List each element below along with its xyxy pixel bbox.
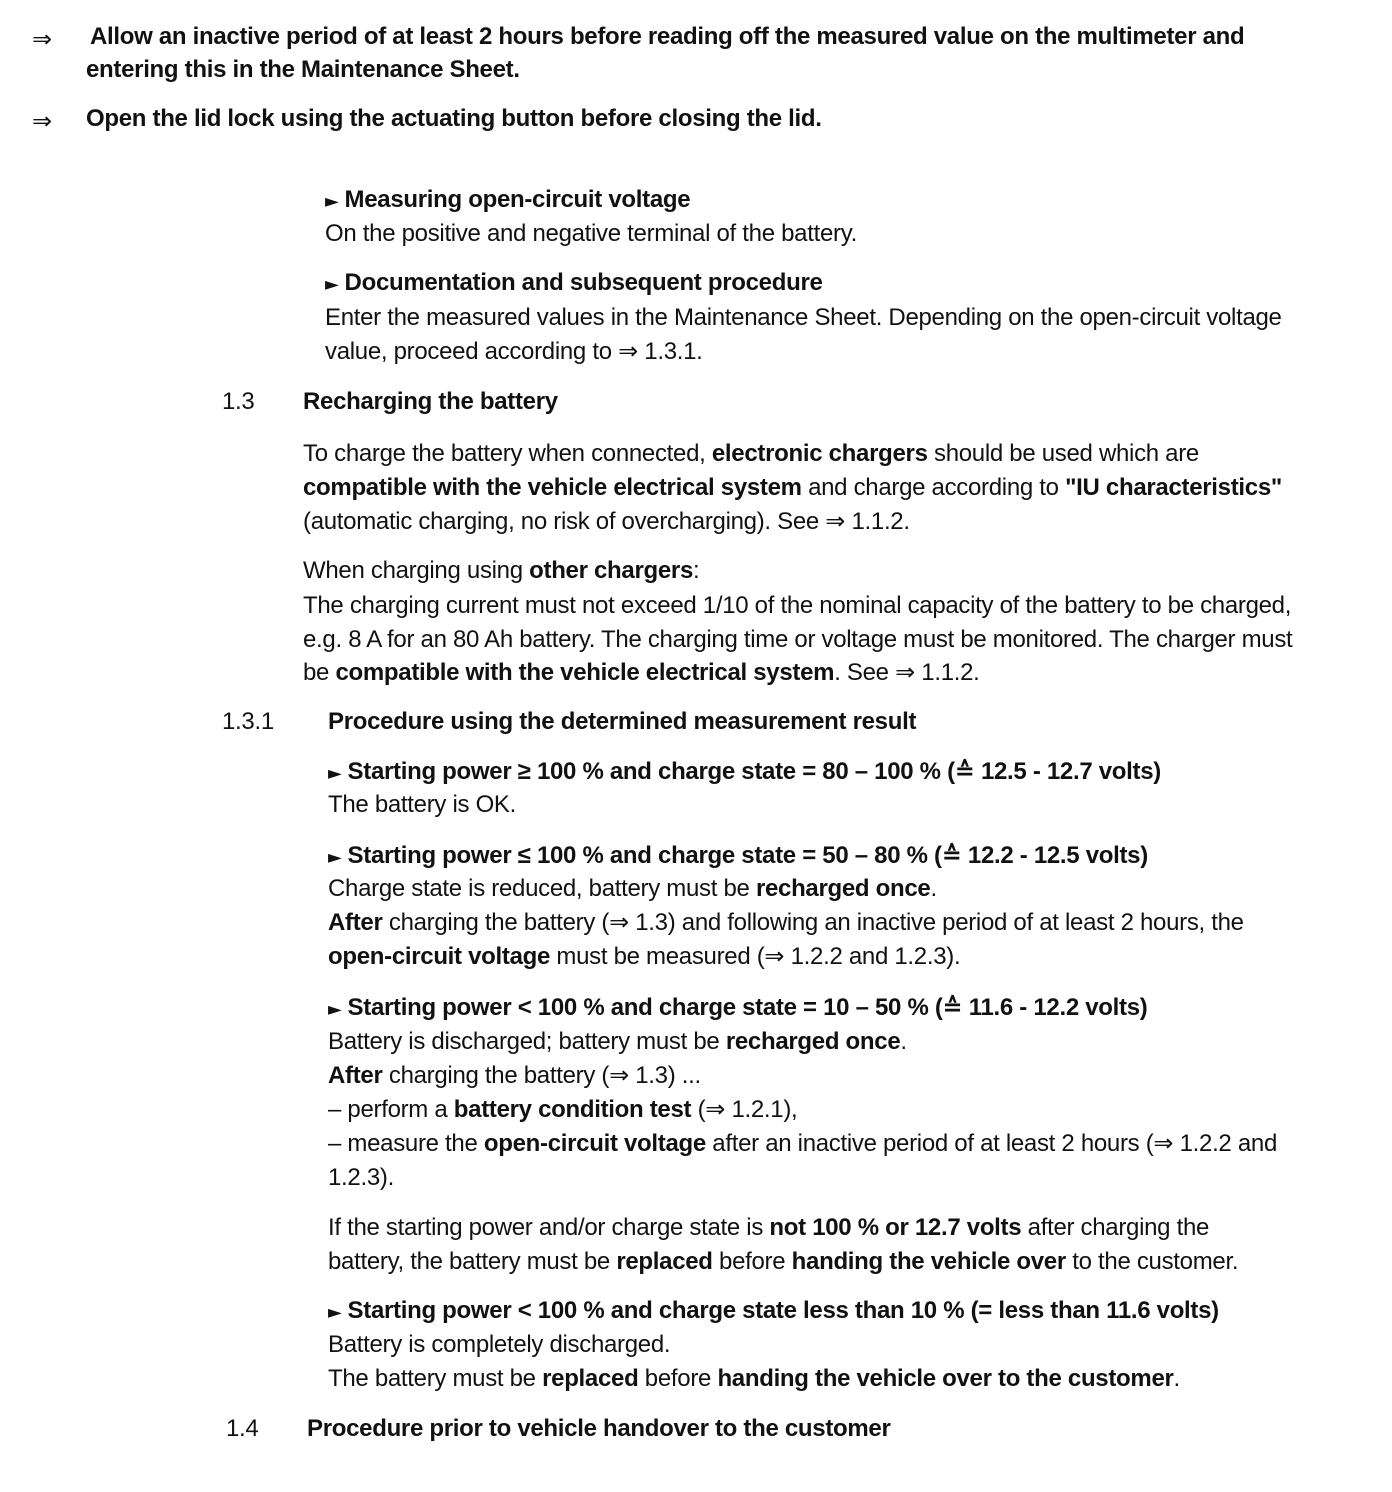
measuring-text: On the positive and negative terminal of the battery. (325, 220, 857, 247)
case-text: Battery is completely discharged. (328, 1331, 671, 1358)
case-text: The battery must be replaced before handing the vehicle over to the customer. (328, 1365, 1180, 1392)
case-heading: ► Starting power ≥ 100 % and charge state = 80 – 100 % (≙ 12.5 - 12.7 volts) (328, 758, 1161, 785)
implies-arrow-icon: ⇒ (32, 107, 52, 135)
case-text: Charge state is reduced, battery must be recharged once. (328, 875, 937, 902)
case-text: open-circuit voltage must be measured (⇒ 1.2.2 and 1.2.3). (328, 943, 961, 970)
triangle-bullet-icon: ► (325, 274, 339, 295)
triangle-bullet-icon: ► (328, 999, 342, 1020)
documentation-heading: ► Documentation and subsequent procedure (325, 269, 823, 296)
case-heading: ► Starting power < 100 % and charge state = 10 – 50 % (≙ 11.6 - 12.2 volts) (328, 994, 1148, 1021)
triangle-bullet-icon: ► (325, 191, 339, 212)
triangle-bullet-icon: ► (328, 847, 342, 868)
implies-arrow-icon: ⇒ (32, 25, 52, 53)
triangle-bullet-icon: ► (328, 763, 342, 784)
paragraph-line: (automatic charging, no risk of overcharging). See ⇒ 1.1.2. (303, 508, 910, 535)
case-text: After charging the battery (⇒ 1.3) and following an inactive period of at least 2 hours, the (328, 909, 1244, 936)
documentation-line: Enter the measured values in the Maintenance Sheet. Depending on the open-circuit voltage (325, 304, 1282, 331)
measuring-heading: ► Measuring open-circuit voltage (325, 186, 691, 213)
paragraph-line: compatible with the vehicle electrical system and charge according to "IU characteristics" (303, 474, 1282, 501)
case-heading: ► Starting power ≤ 100 % and charge state = 50 – 80 % (≙ 12.2 - 12.5 volts) (328, 842, 1148, 869)
case-text: Battery is discharged; battery must be recharged once. (328, 1028, 907, 1055)
note-text: If the starting power and/or charge state is not 100 % or 12.7 volts after charging the (328, 1214, 1210, 1241)
section-number: 1.3 (222, 388, 255, 415)
paragraph-line: To charge the battery when connected, electronic chargers should be used which are (303, 440, 1199, 467)
case-text: The battery is OK. (328, 791, 517, 818)
paragraph-line: When charging using other chargers: (303, 557, 700, 584)
case-text: – measure the open-circuit voltage after an inactive period of at least 2 hours (⇒ 1.2.2 and (328, 1130, 1277, 1157)
section-title: Procedure prior to vehicle handover to the customer (307, 1415, 891, 1442)
note-line: Open the lid lock using the actuating button before closing the lid. (86, 105, 822, 132)
note-text: battery, the battery must be replaced before handing the vehicle over to the customer. (328, 1248, 1239, 1275)
note-line: Allow an inactive period of at least 2 hours before reading off the measured value on the multimeter and (90, 23, 1245, 50)
section-number: 1.3.1 (222, 708, 274, 735)
note-line: entering this in the Maintenance Sheet. (86, 56, 520, 83)
case-text: After charging the battery (⇒ 1.3) ... (328, 1062, 701, 1089)
case-heading: ► Starting power < 100 % and charge state less than 10 % (= less than 11.6 volts) (328, 1297, 1219, 1324)
section-number: 1.4 (226, 1415, 259, 1442)
triangle-bullet-icon: ► (328, 1302, 342, 1323)
paragraph-line: The charging current must not exceed 1/10 of the nominal capacity of the battery to be charged, (303, 592, 1292, 619)
case-text: – perform a battery condition test (⇒ 1.2.1), (328, 1096, 798, 1123)
case-text: 1.2.3). (328, 1164, 394, 1191)
section-title: Procedure using the determined measurement result (328, 708, 917, 735)
section-title: Recharging the battery (303, 388, 558, 415)
paragraph-line: e.g. 8 A for an 80 Ah battery. The charging time or voltage must be monitored. The charger must (303, 626, 1293, 653)
documentation-line: value, proceed according to ⇒ 1.3.1. (325, 338, 703, 365)
paragraph-line: be compatible with the vehicle electrical system. See ⇒ 1.1.2. (303, 659, 980, 686)
